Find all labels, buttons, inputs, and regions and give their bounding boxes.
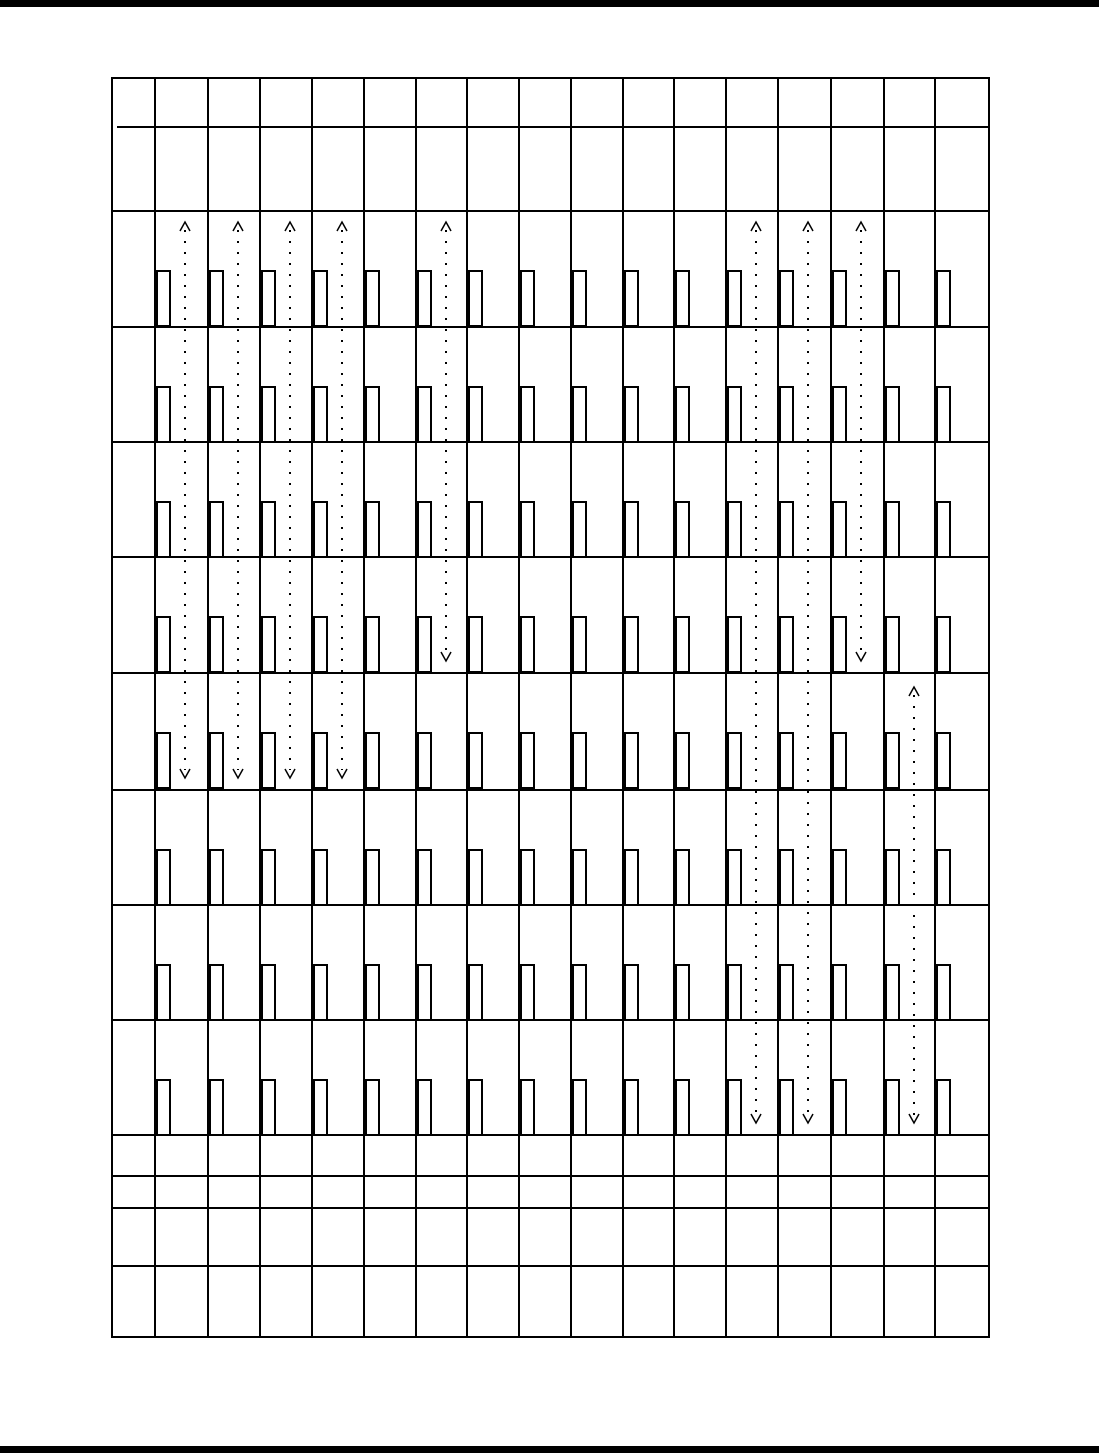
arrow-up-head [909,687,919,696]
signal-block [521,271,534,326]
signal-block [728,1080,741,1135]
dotted-arrow [180,222,190,778]
signal-block [937,502,950,557]
signal-block [418,1080,431,1135]
signal-block [728,271,741,326]
signal-block [262,502,275,557]
signal-block [314,733,327,788]
arrow-up-head [285,222,295,231]
arrow-down-head [180,769,190,778]
signal-block [366,617,379,672]
signal-block [780,850,793,905]
signal-block [676,733,689,788]
signal-block [157,733,170,788]
dotted-arrow [233,222,243,778]
signal-block [833,850,846,905]
signal-block [418,617,431,672]
signal-block [625,502,638,557]
signal-block [366,850,379,905]
signal-block [728,387,741,442]
signal-block [418,733,431,788]
signal-block [728,850,741,905]
signal-block [418,387,431,442]
signal-block [314,1080,327,1135]
signal-block [314,850,327,905]
signal-block [262,1080,275,1135]
signal-block [780,387,793,442]
signal-block [780,965,793,1020]
signal-block [833,387,846,442]
arrow-up-head [803,222,813,231]
signal-block [886,387,899,442]
signal-block [676,387,689,442]
signal-block [418,271,431,326]
signal-block [521,1080,534,1135]
signal-block [157,617,170,672]
signal-block [573,733,586,788]
signal-block [366,271,379,326]
signal-block [469,965,482,1020]
signal-block [157,1080,170,1135]
signal-block [210,965,223,1020]
signal-block [886,733,899,788]
signal-block [469,1080,482,1135]
signal-block [366,1080,379,1135]
signal-block [314,965,327,1020]
signal-block [210,850,223,905]
signal-block [833,1080,846,1135]
signal-block [314,617,327,672]
signal-block [210,733,223,788]
signal-block [210,617,223,672]
signal-block [625,617,638,672]
signal-block [262,965,275,1020]
arrow-up-head [337,222,347,231]
signal-block [469,617,482,672]
arrow-up-head [856,222,866,231]
signal-block [521,502,534,557]
signal-block [886,502,899,557]
signal-block [314,387,327,442]
signal-block [521,965,534,1020]
signal-block [937,1080,950,1135]
signal-block [728,502,741,557]
signal-block [366,965,379,1020]
signal-block [886,617,899,672]
signal-block [937,271,950,326]
signal-block [833,733,846,788]
signal-block [521,617,534,672]
signal-block [573,617,586,672]
signal-block [157,850,170,905]
signal-block [210,271,223,326]
signal-block [780,502,793,557]
signal-block [937,387,950,442]
signal-block [780,1080,793,1135]
signal-block [937,617,950,672]
signal-block [833,965,846,1020]
signal-block [676,850,689,905]
arrow-down-head [337,769,347,778]
signal-block [625,965,638,1020]
signal-block [937,850,950,905]
arrow-down-head [909,1114,919,1123]
signal-block [366,502,379,557]
signal-block [418,850,431,905]
signal-block [833,502,846,557]
signal-block [573,1080,586,1135]
dotted-arrow [285,222,295,778]
signal-block [728,733,741,788]
arrow-up-head [751,222,761,231]
signal-block [625,387,638,442]
signal-block [573,502,586,557]
signal-block [262,850,275,905]
signal-block [469,387,482,442]
signal-block [521,733,534,788]
signal-block [210,1080,223,1135]
signal-block [210,502,223,557]
grid-border [112,78,989,1337]
signal-block [625,271,638,326]
signal-block [886,965,899,1020]
signal-block [625,850,638,905]
signal-block [676,502,689,557]
signal-block [676,1080,689,1135]
signal-block [210,387,223,442]
signal-block [469,850,482,905]
signal-block [314,271,327,326]
arrow-down-head [441,652,451,661]
signal-block [573,965,586,1020]
dotted-arrow [337,222,347,778]
arrow-up-head [180,222,190,231]
signal-block [937,733,950,788]
signal-block [418,502,431,557]
signal-block [937,965,950,1020]
signal-block [469,733,482,788]
signal-block [573,387,586,442]
signal-block [418,965,431,1020]
signal-block [886,850,899,905]
signal-block [262,733,275,788]
signal-block [728,617,741,672]
signal-block [625,733,638,788]
arrow-up-head [233,222,243,231]
signal-block [262,387,275,442]
signal-block [157,387,170,442]
arrow-up-head [441,222,451,231]
signal-block [157,502,170,557]
signal-block [676,271,689,326]
signal-block [625,1080,638,1135]
signal-block [833,617,846,672]
signal-block [366,733,379,788]
signal-block [469,502,482,557]
signal-block [469,271,482,326]
arrow-down-head [233,769,243,778]
arrow-down-head [751,1114,761,1123]
signal-block [676,965,689,1020]
signal-block [886,1080,899,1135]
signal-block [833,271,846,326]
signal-block [366,387,379,442]
signal-block [780,733,793,788]
arrow-down-head [856,652,866,661]
signal-block [780,271,793,326]
signal-block [521,387,534,442]
signal-block [676,617,689,672]
arrow-down-head [285,769,295,778]
signal-block [157,965,170,1020]
signal-block [157,271,170,326]
signal-block [780,617,793,672]
signal-block [262,271,275,326]
signal-block [573,271,586,326]
signal-block [521,850,534,905]
signal-block [728,965,741,1020]
arrow-down-head [803,1114,813,1123]
signal-block [886,271,899,326]
signal-block [314,502,327,557]
signal-block [573,850,586,905]
signal-block [262,617,275,672]
